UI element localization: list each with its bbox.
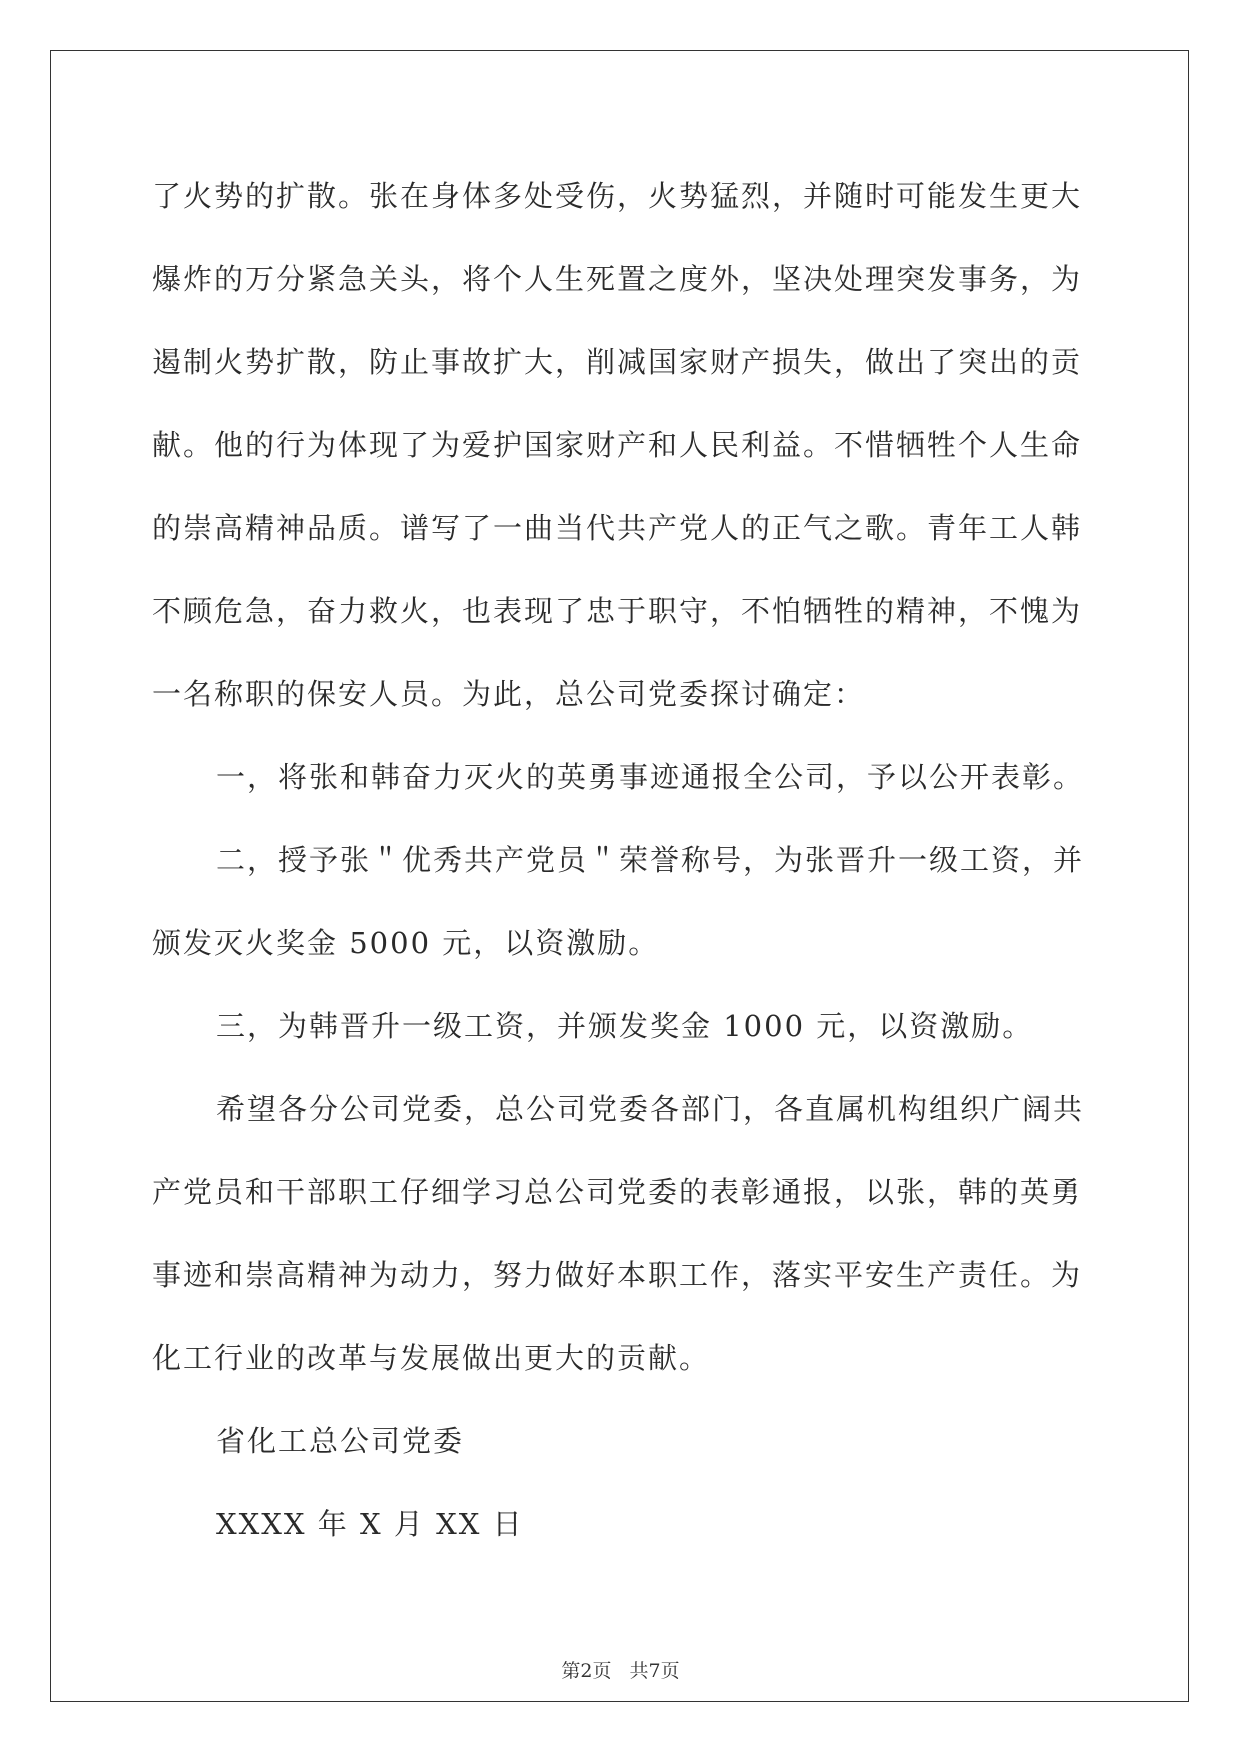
text-line: 产党员和干部职工仔细学习总公司党委的表彰通报，以张，韩的英勇 [152,1175,1083,1209]
signature-date: XXXX 年 X 月 XX 日 [216,1507,524,1541]
page-total: 共7页 [629,1660,680,1682]
page-footer [0,1656,1241,1683]
text-line: 三，为韩晋升一级工资，并颁发奖金 1000 元，以资激励。 [216,1009,1034,1043]
text-line: 了火势的扩散。张在身体多处受伤，火势猛烈，并随时可能发生更大 [152,179,1083,213]
text-line: 事迹和崇高精神为动力，努力做好本职工作，落实平安生产责任。为 [152,1258,1083,1292]
text-line: 希望各分公司党委，总公司党委各部门，各直属机构组织广阔共 [216,1092,1085,1126]
text-line: 的崇高精神品质。谱写了一曲当代共产党人的正气之歌。青年工人韩 [152,511,1083,545]
page-number: 第2页 [561,1660,612,1682]
text-line: 不顾危急，奋力救火，也表现了忠于职守，不怕牺牲的精神，不愧为 [152,594,1083,628]
text-line: 二，授予张＂优秀共产党员＂荣誉称号，为张晋升一级工资，并 [216,843,1085,877]
text-line: 遏制火势扩散，防止事故扩大，削减国家财产损失，做出了突出的贡 [152,345,1083,379]
text-line: 爆炸的万分紧急关头，将个人生死置之度外，坚决处理突发事务，为 [152,262,1083,296]
text-line: 一，将张和韩奋力灭火的英勇事迹通报全公司，予以公开表彰。 [216,760,1085,794]
text-line: 化工行业的改革与发展做出更大的贡献。 [152,1341,711,1375]
text-line: 一名称职的保安人员。为此，总公司党委探讨确定： [152,677,866,711]
document-body [152,161,1092,1572]
text-line: 献。他的行为体现了为爱护国家财产和人民利益。不惜牺牲个人生命 [152,428,1083,462]
signature-organization: 省化工总公司党委 [216,1424,465,1458]
text-line: 颁发灭火奖金 5000 元，以资激励。 [152,926,660,960]
